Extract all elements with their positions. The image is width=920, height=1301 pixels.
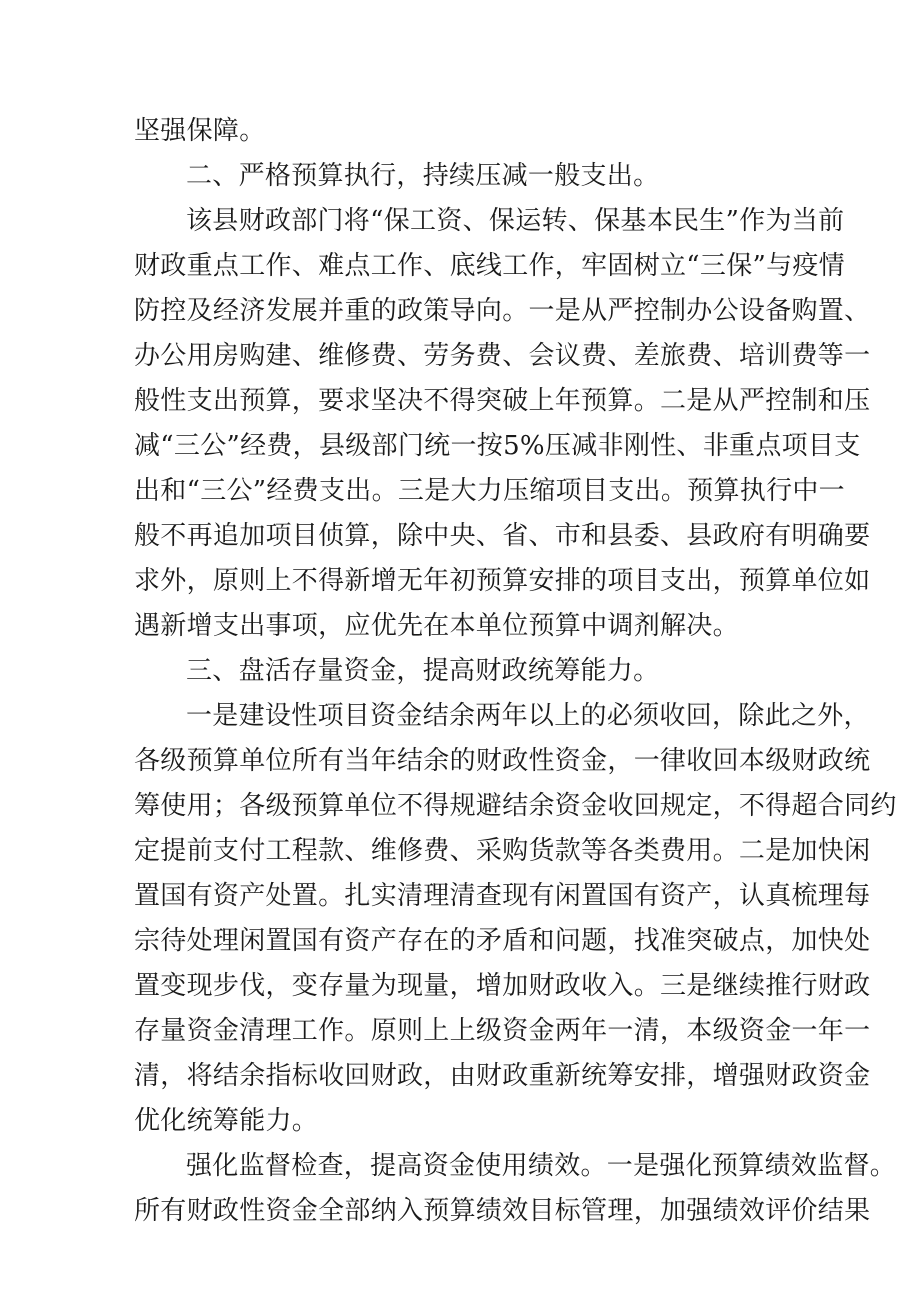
text-line-10: 般不再追加项目侦算，除中央、省、市和县委、县政府有明确要: [134, 521, 871, 551]
text-line-21: 存量资金清理工作。原则上上级资金两年一清，本级资金一年一: [134, 1016, 871, 1046]
text-line-3: 该县财政部门将“保工资、保运转、保基本民生”作为当前: [186, 206, 845, 236]
text-line-9: 出和“三公”经费支出。三是大力压缩项目支出。预算执行中一: [134, 476, 845, 506]
text-line-22: 清，将结余指标收回财政，由财政重新统筹安排，增强财政资金: [134, 1061, 871, 1091]
text-line-14: 一是建设性项目资金结余两年以上的必须收回，除此之外，: [186, 701, 870, 731]
text-line-17: 定提前支付工程款、维修费、采购货款等各类费用。二是加快闲: [134, 836, 871, 866]
text-line-19: 宗待处理闲置国有资产存在的矛盾和问题，找准突破点，加快处: [134, 926, 871, 956]
text-line-25: 所有财政性资金全部纳入预算绩效目标管理，加强绩效评价结果: [134, 1196, 871, 1226]
text-line-6: 办公用房购建、维修费、劳务费、会议费、差旅费、培训费等一: [134, 341, 871, 371]
text-line-4: 财政重点工作、难点工作、底线工作，牢固树立“三保”与疫情: [134, 251, 845, 281]
section-heading-4: 强化监督检查，提高资金使用绩效。一是强化预算绩效监督。: [186, 1151, 897, 1181]
text-line-8: 减“三公”经费，县级部门统一按5%压减非刚性、非重点项目支: [134, 431, 861, 461]
section-heading-2: 二、严格预算执行，持续压减一般支出。: [186, 161, 660, 191]
text-line-7: 般性支出预算，要求坚决不得突破上年预算。二是从严控制和压: [134, 386, 871, 416]
text-line-18: 置国有资产处置。扎实清理清查现有闲置国有资产，认真梳理每: [134, 881, 871, 911]
text-line-1: 坚强保障。: [134, 116, 266, 146]
text-line-20: 置变现步伐，变存量为现量，增加财政收入。三是继续推行财政: [134, 971, 871, 1001]
text-line-23: 优化统筹能力。: [134, 1106, 319, 1136]
text-line-5: 防控及经济发展并重的政策导向。一是从严控制办公设备购置、: [134, 296, 871, 326]
section-heading-3: 三、盘活存量资金，提高财政统筹能力。: [186, 656, 660, 686]
text-line-15: 各级预算单位所有当年结余的财政性资金，一律收回本级财政统: [134, 746, 871, 776]
text-line-16: 筹使用；各级预算单位不得规避结余资金收回规定，不得超合同约: [134, 791, 897, 821]
text-line-11: 求外，原则上不得新增无年初预算安排的项目支出，预算单位如: [134, 566, 871, 596]
text-line-12: 遇新增支出事项，应优先在本单位预算中调剂解决。: [134, 611, 739, 641]
